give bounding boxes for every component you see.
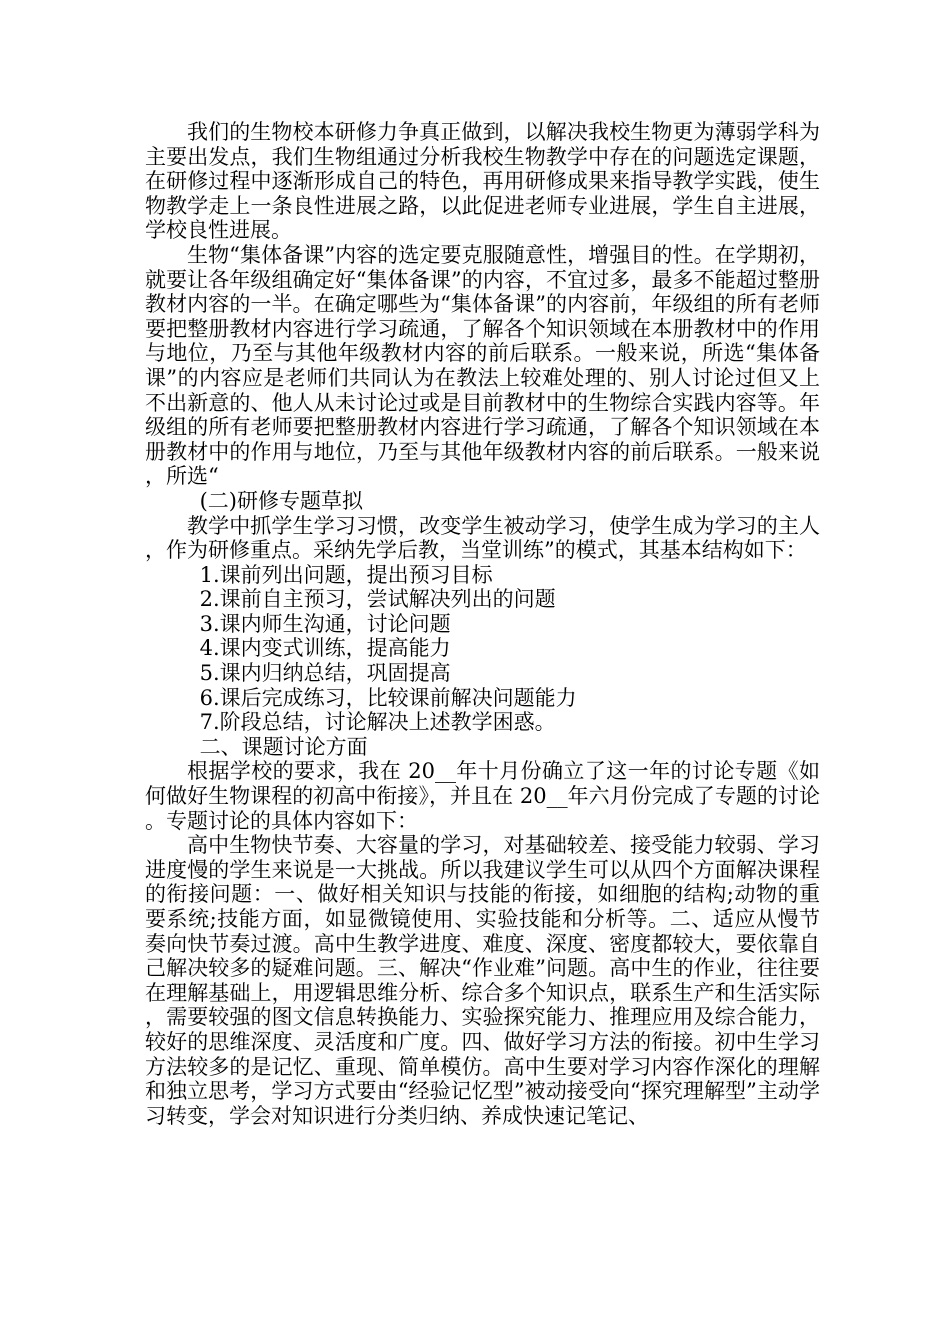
list-item: 5.课内归纳总结，巩固提高 bbox=[199, 661, 451, 686]
list-item: 7.阶段总结，讨论解决上述教学困惑。 bbox=[199, 710, 556, 735]
document-page bbox=[145, 120, 820, 1128]
list-item: 4.课内变式训练，提高能力 bbox=[199, 636, 451, 661]
paragraph-curriculum-transition: 高中生物快节奏、大容量的学习，对基础较差、接受能力较弱、学习进度慢的学生来说是一大挑战。所以我建议学生可以从四个方面解决课程的衔接问题：一、做好相关知识与技能的衔接，如细胞的结构;动物的重要系统;技能方面，如显微镜使用、实验技能和分析等。二、适应从慢节奏向快节奏过渡。高中生教学进度、难度、深度、密度都较大，要依靠自己解决较多的疑难问题。三、解决“作业难”问题。高中生的作业，往往要在理解基础上，用逻辑思维分析、综合多个知识点，联系生产和生活实际，需要较强的图文信息转换能力、实验探究能力、推理应用及综合能力，较好的思维深度、灵活度和广度。四、做好学习方法的衔接。初中生学习方法较多的是记忆、重现、简单模仿。高中生要对学习内容作深化的理解和独立思考，学习方式要由“经验记忆型”被动接受向“探究理解型”主动学习转变，学会对知识进行分类归纳、养成快速记笔记、 bbox=[145, 833, 820, 1128]
list-item: 3.课内师生沟通，讨论问题 bbox=[199, 611, 451, 636]
section-heading-research-topic: (二)研修专题草拟 bbox=[199, 488, 363, 513]
list-item: 1.课前列出问题，提出预习目标 bbox=[199, 562, 493, 587]
paragraph-collective-lesson-prep: 生物“集体备课”内容的选定要克服随意性，增强目的性。在学期初，就要让各年级组确定好“集体备课”的内容，不宜过多，最多不能超过整册教材内容的一半。在确定哪些为“集体备课”的内容前，年级组的所有老师要把整册教材内容进行学习疏通，了解各个知识领域在本册教材中的作用与地位，乃至与其他年级教材内容的前后联系。一般来说，所选“集体备课”的内容应是老师们共同认为在教法上较难处理的、别人讨论过但又上不出新意的、他人从未讨论过或是目前教材中的生物综合实践内容等。年级组的所有老师要把整册教材内容进行学习疏通，了解各个知识领域在本册教材中的作用与地位，乃至与其他年级教材内容的前后联系。一般来说，所选“ bbox=[145, 242, 820, 489]
list-item: 2.课前自主预习，尝试解决列出的问题 bbox=[199, 587, 556, 612]
paragraph-school-research: 我们的生物校本研修力争真正做到，以解决我校生物更为薄弱学科为主要出发点，我们生物组通过分析我校生物教学中存在的问题选定课题，在研修过程中逐渐形成自己的特色，再用研修成果来指导教学实践，使生物教学走上一条良性进展之路，以此促进老师专业进展，学生自主进展，学校良性进展。 bbox=[145, 120, 820, 243]
paragraph-research-focus: 教学中抓学生学习习惯，改变学生被动学习，使学生成为学习的主人，作为研修重点。采纳先学后教，当堂训练”的模式，其基本结构如下： bbox=[145, 513, 820, 563]
list-item: 6.课后完成练习，比较课前解决问题能力 bbox=[199, 685, 577, 710]
section-heading-topic-discussion: 二、课题讨论方面 bbox=[199, 734, 368, 759]
paragraph-topic-selection: 根据学校的要求，我在 20__年十月份确立了这一年的讨论专题《如何做好生物课程的初高中衔接》，并且在 20__年六月份完成了专题的讨论。专题讨论的具体内容如下： bbox=[145, 759, 820, 833]
